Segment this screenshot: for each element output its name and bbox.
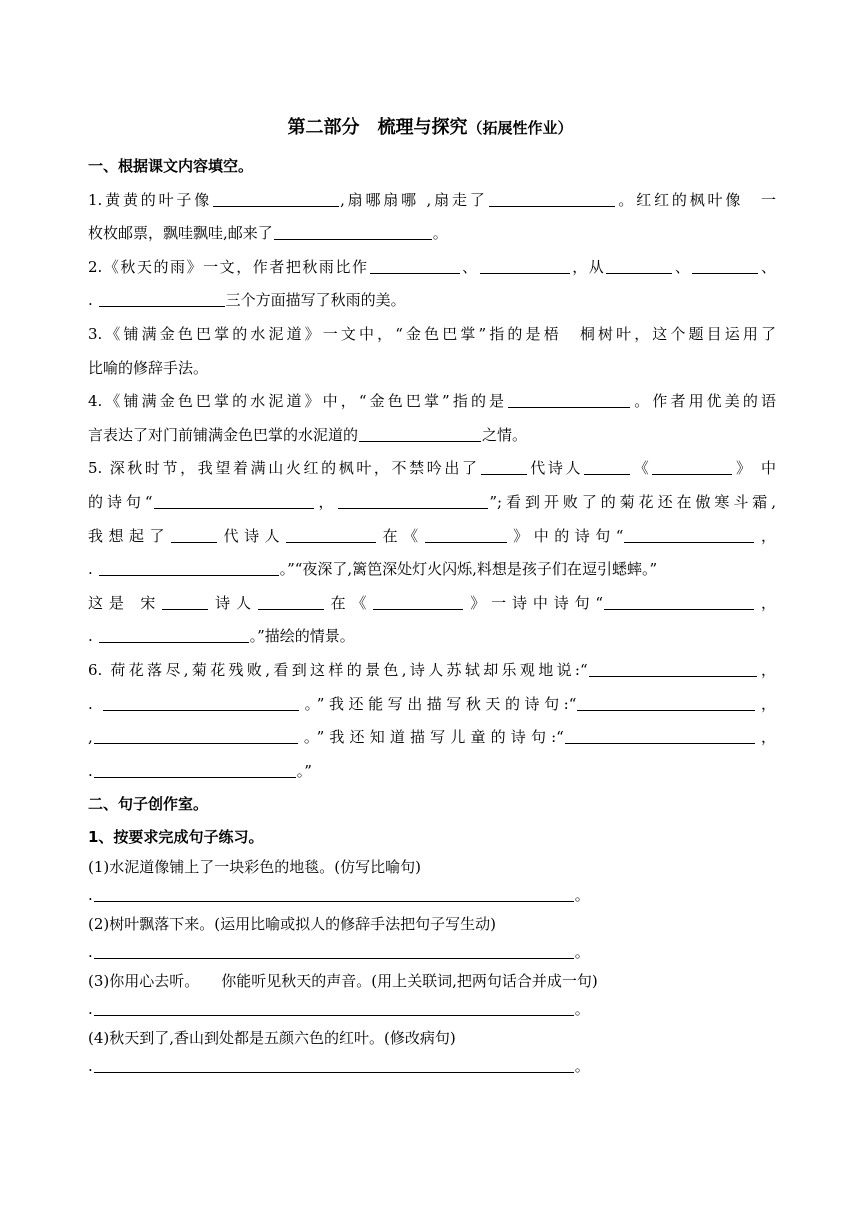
answer-line[interactable]	[94, 1055, 574, 1073]
question-5-line-3: 我想起了 代诗人 在《 》中的诗句“ ，	[88, 526, 776, 545]
sentence-task-4-prompt: (4)秋天到了,香山到处都是五颜六色的红叶。(修改病句)	[88, 1028, 456, 1047]
answer-blank[interactable]	[338, 491, 488, 509]
question-5-line-2: 的诗句“ ， ”;看到开败了的菊花还在傲寒斗霜,	[88, 492, 776, 511]
question-1-line-2: 枚枚邮票，飘哇飘哇,邮来了 。	[88, 224, 448, 243]
answer-blank[interactable]	[489, 189, 615, 207]
question-2-line-2: . 三个方面描写了秋雨的美。	[88, 291, 406, 310]
sentence-task-3-answer: . 。	[88, 999, 590, 1018]
sentence-task-1-prompt: (1)水泥道像铺上了一块彩色的地毯。(仿写比喻句)	[88, 857, 421, 876]
answer-blank[interactable]	[171, 525, 217, 543]
answer-blank[interactable]	[604, 592, 754, 610]
answer-blank[interactable]	[359, 424, 481, 442]
page-title-main: 第二部分 梳理与探究	[287, 117, 468, 138]
answer-blank[interactable]	[274, 222, 432, 240]
question-5-line-6: . 。”描绘的情景。	[88, 627, 355, 646]
answer-blank[interactable]	[589, 659, 757, 677]
question-5-line-4: . 。”“夜深了,篱笆深处灯火闪烁,料想是孩子们在逗引蟋蟀。”	[88, 560, 658, 579]
worksheet-content	[88, 150, 776, 1080]
answer-blank[interactable]	[94, 760, 296, 778]
page-title	[0, 114, 860, 142]
sentence-task-1-answer: . 。	[88, 885, 590, 904]
section2-subheading: 1、按要求完成句子练习。	[88, 827, 264, 846]
question-1-line-1: 1.黄黄的叶子像 ,扇哪扇哪 ,扇走了 。红红的枫叶像 一	[88, 190, 776, 209]
page-title-sub: （拓展性作业）	[467, 119, 573, 137]
question-6-line-3: , 。”我还知道描写儿童的诗句:“ ，	[88, 728, 776, 747]
answer-blank[interactable]	[565, 726, 755, 744]
answer-line[interactable]	[94, 884, 574, 902]
section2-heading: 二、句子创作室。	[88, 795, 209, 814]
answer-blank[interactable]	[286, 525, 376, 543]
answer-blank[interactable]	[370, 256, 460, 274]
answer-blank[interactable]	[162, 592, 208, 610]
question-4-line-2: 言表达了对门前铺满金色巴掌的水泥道的 之情。	[88, 425, 528, 444]
question-6-line-4: . 。”	[88, 761, 312, 780]
question-4-line-1: 4.《铺满金色巴掌的水泥道》中，“金色巴掌”指的是 。作者用优美的语	[88, 392, 776, 411]
question-3-line-2: 比喻的修辞手法。	[88, 358, 209, 377]
answer-blank[interactable]	[99, 625, 249, 643]
sentence-task-2-prompt: (2)树叶飘落下来。(运用比喻或拟人的修辞手法把句子写生动)	[88, 914, 496, 933]
answer-blank[interactable]	[258, 592, 324, 610]
answer-blank[interactable]	[480, 256, 570, 274]
sentence-task-2-answer: . 。	[88, 942, 590, 961]
answer-line[interactable]	[94, 941, 574, 959]
answer-blank[interactable]	[584, 457, 630, 475]
answer-blank[interactable]	[652, 457, 732, 475]
answer-line[interactable]	[94, 998, 574, 1016]
question-6-line-1: 6. 荷花落尽,菊花残败,看到这样的景色,诗人苏轼却乐观地说:“ ，	[88, 660, 776, 679]
answer-blank[interactable]	[508, 390, 630, 408]
answer-blank[interactable]	[425, 525, 507, 543]
sentence-task-4-answer: . 。	[88, 1056, 590, 1075]
answer-blank[interactable]	[577, 693, 755, 711]
answer-blank[interactable]	[213, 189, 339, 207]
question-5-line-5: 这是 宋 诗人 在《 》一诗中诗句“ ，	[88, 593, 776, 612]
question-6-line-2: . 。”我还能写出描写秋天的诗句:“ ，	[88, 694, 776, 713]
sentence-task-3-prompt: (3)你用心去听。 你能听见秋天的声音。(用上关联词,把两句话合并成一句)	[88, 971, 598, 990]
question-3-line-1: 3.《铺满金色巴掌的水泥道》一文中，“金色巴掌”指的是梧 桐树叶，这个题目运用了	[88, 324, 776, 343]
answer-blank[interactable]	[99, 558, 279, 576]
answer-blank[interactable]	[481, 457, 527, 475]
answer-blank[interactable]	[103, 693, 299, 711]
answer-blank[interactable]	[373, 592, 463, 610]
answer-blank[interactable]	[99, 289, 225, 307]
section1-heading: 一、根据课文内容填空。	[88, 157, 254, 175]
answer-blank[interactable]	[692, 256, 758, 274]
answer-blank[interactable]	[154, 491, 314, 509]
answer-blank[interactable]	[94, 726, 298, 744]
question-5-line-1: 5. 深秋时节，我望着满山火红的枫叶，不禁吟出了 代诗人 《 》 中	[88, 459, 776, 478]
answer-blank[interactable]	[606, 256, 672, 274]
answer-blank[interactable]	[624, 525, 754, 543]
question-2-line-1: 2.《秋天的雨》一文，作者把秋雨比作 、 ，从 、 、	[88, 257, 776, 276]
